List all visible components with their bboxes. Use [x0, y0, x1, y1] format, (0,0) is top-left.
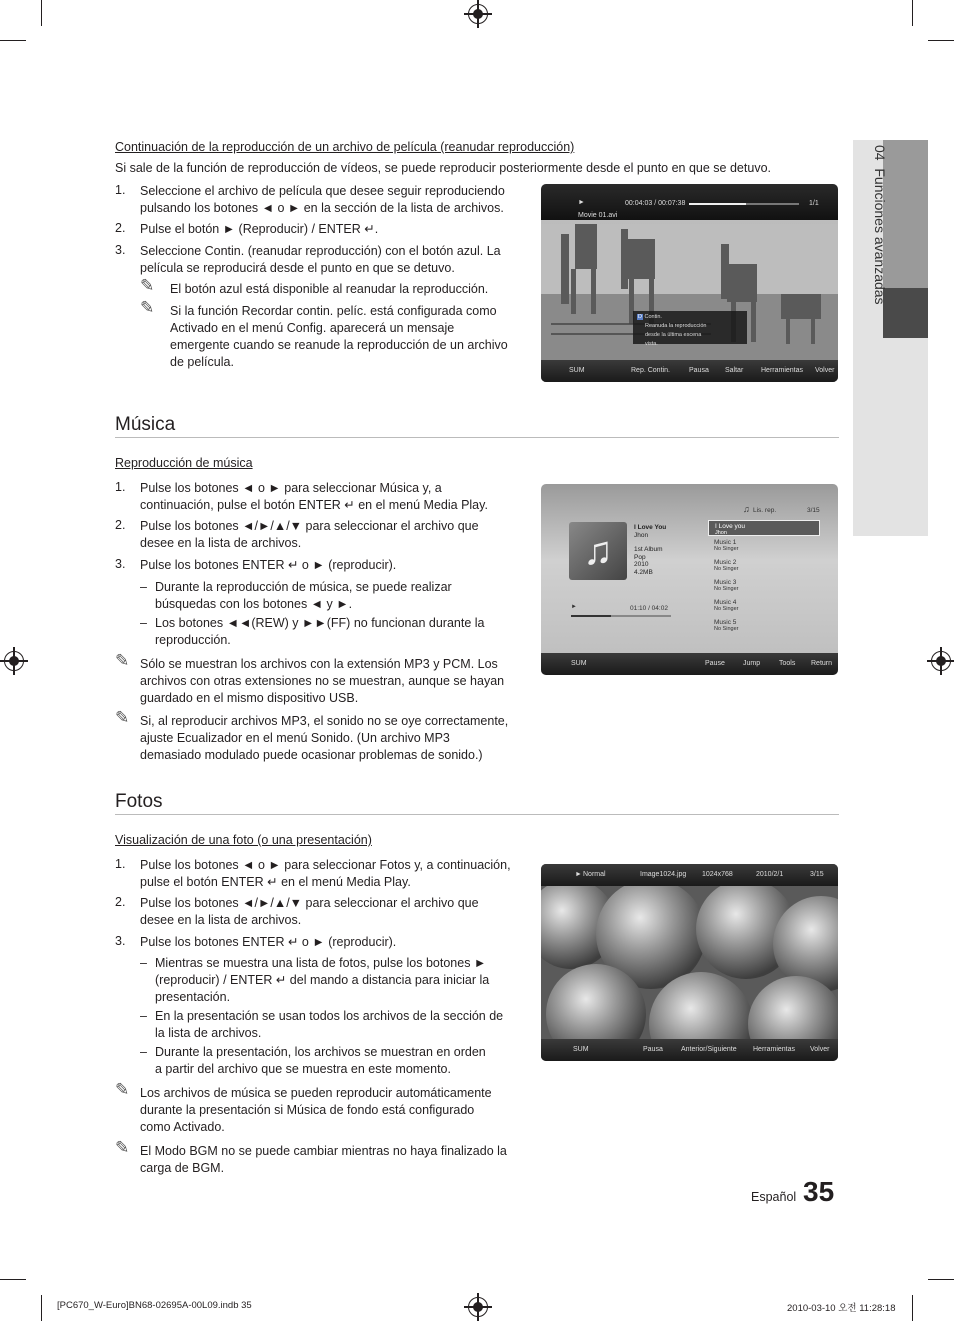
- registration-mark-icon: [468, 4, 488, 24]
- music-time: 01:10 / 04:02: [630, 605, 668, 612]
- chapter-title: Funciones avanzadas: [872, 168, 888, 305]
- step-text: Pulse los botones ◄ o ► para seleccionar Fotos y, a continuación, pulse el botón ENTER ↵ en el menú Media Play.: [140, 858, 511, 889]
- sidebar-dark-band: [883, 140, 928, 288]
- usb-device-label: SUM: [571, 660, 587, 667]
- note-text: Los archivos de música se pueden reproducir automáticamente durante la presentación si Música de fondo está configurado como Activado.: [140, 1086, 492, 1134]
- section-heading-music: Música: [115, 414, 176, 435]
- step-text: Seleccione Contin. (reanudar reproducción) con el botón azul. La película se reproducirá desde el punto en que se detuvo.: [140, 244, 501, 275]
- page-number: 35: [803, 1176, 835, 1207]
- prev-next-button-label: Anterior/Siguiente: [681, 1046, 737, 1053]
- playlist: [708, 520, 820, 636]
- list-count: 3/15: [807, 507, 820, 514]
- intro-text: Si sale de la función de reproducción de vídeos, se puede reproducir posteriormente desde el punto en que se detuvo.: [115, 161, 771, 175]
- song-size: 4.2MB: [634, 568, 653, 576]
- song-album: 1st Album: [634, 546, 663, 553]
- dash-text: Mientras se muestra una lista de fotos, pulse los botones ► (reproducir) / ENTER ↵ del mando a distancia para iniciar la presentación.: [155, 956, 490, 1004]
- play-icon: ►: [571, 604, 577, 610]
- photo-mode-icon: ►: [575, 871, 582, 878]
- dash-marker: –: [140, 956, 147, 970]
- note-pencil-icon: ✎: [140, 276, 155, 295]
- step-number: 3.: [115, 243, 126, 257]
- list-item[interactable]: Music 4 No Singer: [714, 599, 739, 612]
- list-item[interactable]: Music 1 No Singer: [714, 539, 739, 552]
- step-number: 2.: [115, 221, 126, 235]
- song-info: [634, 524, 666, 576]
- music-progress: [571, 615, 671, 617]
- note-text: Si, al reproducir archivos MP3, el sonido no se oye correctamente, ajuste Ecualizador en el menú Sonido. (Un archivo MP3 demasiado modulado puede ocasionar problemas de sonido.): [140, 714, 509, 762]
- step-number: 1.: [115, 480, 126, 494]
- registration-mark-icon: [468, 1297, 488, 1317]
- image-filename: Image1024.jpg: [640, 871, 687, 878]
- image-count: 3/15: [810, 871, 824, 878]
- popup-text: Reanuda la reproducción desde la última escena vista.: [645, 323, 707, 347]
- pause-button-label: Pausa: [643, 1046, 663, 1053]
- step-number: 1.: [115, 183, 126, 197]
- photo-viewer-screenshot: [541, 864, 838, 1061]
- step-text: Pulse el botón ► (Reproducir) / ENTER ↵.: [140, 222, 379, 236]
- registration-mark-icon: [931, 651, 951, 671]
- album-art: ♫: [569, 522, 627, 580]
- dash-text: En la presentación se usan todos los archivos de la sección de la lista de archivos.: [155, 1009, 504, 1040]
- dash-text: Durante la reproducción de música, se puede realizar búsquedas con los botones ◄ y ►.: [155, 580, 452, 611]
- list-label: Lis. rep.: [753, 507, 777, 514]
- dash-marker: –: [140, 1009, 147, 1023]
- step-number: 3.: [115, 557, 126, 571]
- dash-marker: –: [140, 580, 147, 594]
- song-year: 2010: [634, 561, 649, 568]
- step-number: 2.: [115, 518, 126, 532]
- note-pencil-icon: ✎: [115, 651, 130, 670]
- music-list-icon: ♫: [743, 504, 750, 514]
- note-pencil-icon: ✎: [115, 708, 130, 727]
- return-button-label: Volver: [815, 367, 835, 374]
- step-number: 1.: [115, 857, 126, 871]
- tools-button-label: Herramientas: [761, 367, 804, 374]
- dash-marker: –: [140, 1045, 147, 1059]
- step-text: Pulse los botones ◄/►/▲/▼ para seleccionar el archivo que desee en la lista de archivos.: [140, 896, 479, 927]
- section-subheading: Visualización de una foto (o una presentación): [115, 833, 372, 847]
- apples-photo-image: [541, 864, 838, 1061]
- imprint-right: 2010-03-10 오전 11:28:18: [787, 1303, 896, 1314]
- skip-button-label: Saltar: [725, 367, 744, 374]
- note-text: El botón azul está disponible al reanudar la reproducción.: [170, 282, 489, 296]
- step-number: 3.: [115, 934, 126, 948]
- dash-marker: –: [140, 616, 147, 630]
- list-item[interactable]: Music 2 No Singer: [714, 559, 739, 572]
- popup-title: Contin.: [644, 314, 662, 320]
- note-text: El Modo BGM no se puede cambiar mientras no haya finalizado la carga de BGM.: [140, 1144, 507, 1175]
- play-icon: ►: [578, 199, 585, 206]
- imprint-left: [PC670_W-Euro]BN68-02695A-00L09.indb 35: [57, 1300, 252, 1311]
- pause-button-label: Pausa: [689, 367, 709, 374]
- return-button-label: Volver: [810, 1046, 830, 1053]
- dash-text: Durante la presentación, los archivos se muestran en orden a partir del archivo que se muestra en este momento.: [155, 1045, 486, 1076]
- jump-button-label: Jump: [743, 660, 761, 667]
- progress-bar: [689, 203, 799, 205]
- usb-device-label: SUM: [569, 367, 585, 374]
- footer-language: Español: [751, 1190, 797, 1204]
- return-button-label: Return: [811, 660, 833, 667]
- dash-text: Los botones ◄◄(REW) y ►►(FF) no funcionan durante la reproducción.: [155, 616, 485, 647]
- note-pencil-icon: ✎: [140, 298, 155, 317]
- song-title: I Love You: [634, 524, 667, 531]
- chapter-number: 04: [872, 145, 888, 161]
- list-item[interactable]: Music 3 No Singer: [714, 579, 739, 592]
- usb-device-label: SUM: [573, 1046, 589, 1053]
- note-text: Si la función Recordar contin. pelíc. está configurada como Activado en el menú Config. aparecerá un mensaje emergente cuando se reanude la reproducción de un archivo de película.: [170, 304, 508, 369]
- section-subheading: Continuación de la reproducción de un archivo de película (reanudar reproducción): [115, 140, 575, 154]
- music-player-screenshot: [541, 484, 838, 675]
- registration-mark-icon: [4, 651, 24, 671]
- note-pencil-icon: ✎: [115, 1080, 130, 1099]
- image-date: 2010/2/1: [756, 871, 784, 878]
- slideshow-mode: Normal: [583, 871, 606, 878]
- step-text: Pulse los botones ◄ o ► para seleccionar Música y, a continuación, pulse el botón ENTER ↵ en el menú Media Play.: [140, 481, 488, 512]
- step-text: Pulse los botones ◄/►/▲/▼ para seleccionar el archivo que desee en la lista de archivos.: [140, 519, 479, 550]
- file-name: Movie 01.avi: [578, 212, 618, 219]
- sidebar-active-band: [883, 288, 928, 338]
- list-item[interactable]: Music 5 No Singer: [714, 619, 739, 632]
- step-text: Seleccione el archivo de película que desee seguir reproduciendo pulsando los botones ◄ o ► en la sección de la lista de archivos.: [140, 184, 505, 215]
- step-text: Pulse los botones ENTER ↵ o ► (reproducir).: [140, 935, 397, 949]
- time-readout: 00:04:03 / 00:07:38: [625, 200, 686, 207]
- section-subheading: Reproducción de música: [115, 456, 253, 470]
- image-resolution: 1024x768: [702, 871, 733, 878]
- tools-button-label: Herramientas: [753, 1046, 796, 1053]
- tools-button-label: Tools: [779, 660, 796, 667]
- song-artist: Jhon: [634, 531, 649, 539]
- song-genre: Pop: [634, 553, 646, 561]
- resume-popup: D Contin. Reanuda la reproducción desde la última escena vista.: [633, 311, 747, 344]
- file-count: 1/1: [809, 200, 819, 207]
- section-heading-photos: Fotos: [115, 791, 163, 812]
- note-text: Sólo se muestran los archivos con la extensión MP3 y PCM. Los archivos con otras extensiones no se muestran, aunque se hayan guardado en el mismo dispositivo USB.: [140, 657, 505, 705]
- sidebar-chapter-label: [868, 145, 888, 325]
- list-item[interactable]: I Love you Jhon: [708, 520, 820, 536]
- resume-button-label: Rep. Contin.: [631, 367, 670, 374]
- step-text: Pulse los botones ENTER ↵ o ► (reproducir).: [140, 558, 397, 572]
- note-pencil-icon: ✎: [115, 1138, 130, 1157]
- pause-button-label: Pause: [705, 660, 725, 667]
- step-number: 2.: [115, 895, 126, 909]
- movie-player-screenshot: [541, 184, 838, 382]
